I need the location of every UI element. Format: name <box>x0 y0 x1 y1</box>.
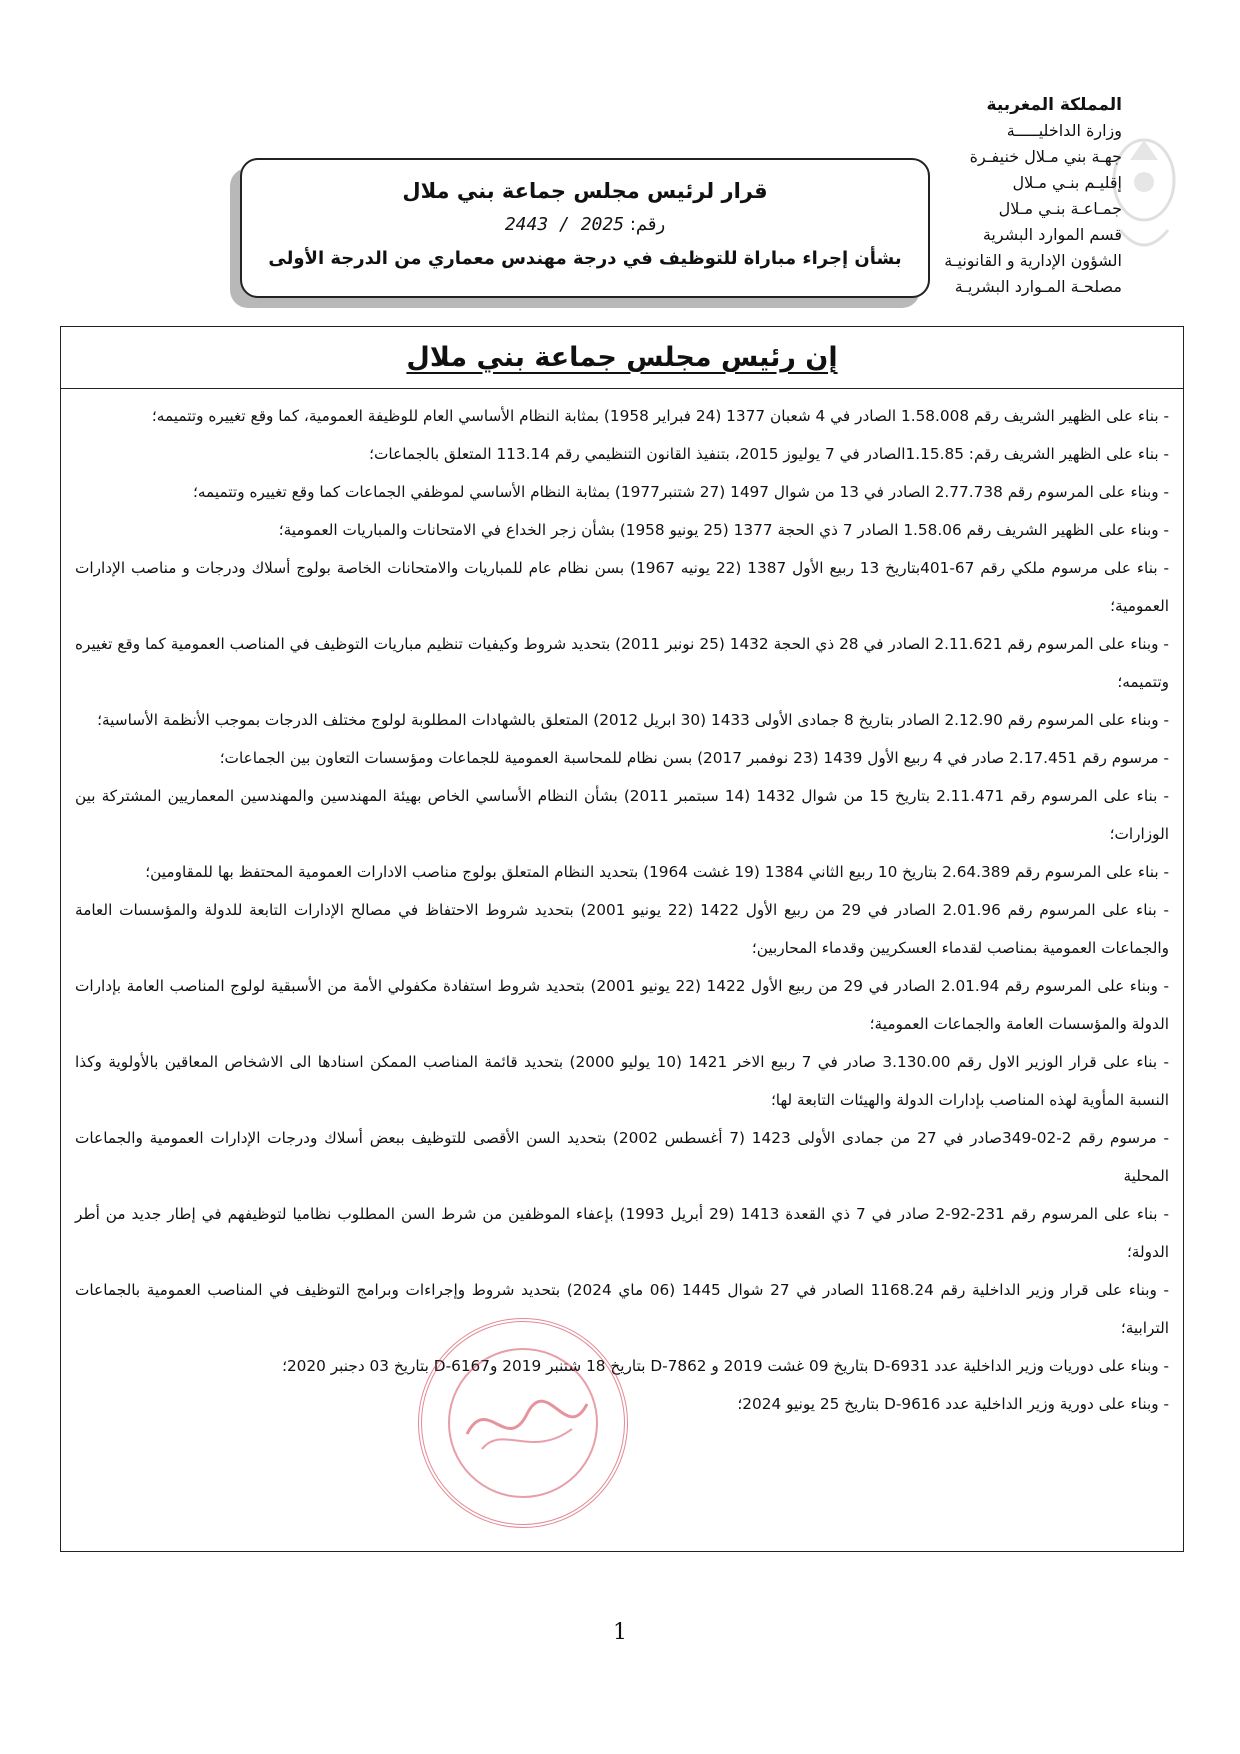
decision-number-value: 2025 / 2443 <box>504 214 625 235</box>
consideration-item: - وبناء على الظهير الشريف رقم 1.58.06 الصادر 7 ذي الحجة 1377 (25 يونيو 1958) بشأن زجر الخداع في الامتحانات والمباريات العمومية؛ <box>75 511 1169 549</box>
department-name: الشؤون الإدارية و القانونيـة <box>944 251 1122 270</box>
page-number: 1 <box>613 1620 627 1645</box>
decision-title: قرار لرئيس مجلس جماعة بني ملال <box>402 179 768 203</box>
coat-of-arms-watermark <box>1100 120 1188 270</box>
consideration-item: - بناء على المرسوم رقم 2.64.389 بتاريخ 10 ربيع الثاني 1384 (19 غشت 1964) بتحديد النظام المتعلق بولوج مناصب الادارات العمومية المحتفظ بها للمقاومين؛ <box>75 853 1169 891</box>
consideration-item: - وبناء على المرسوم رقم 2.01.94 الصادر في 29 من ربيع الأول 1422 (22 يونيو 2001) بتحديد شروط استفادة مكفولي الأمة من الأسبقية لولوج المناصب العامة بإدارات الدولة والمؤسسات العامة والجماعات العمومية؛ <box>75 967 1169 1043</box>
consideration-item: - بناء على المرسوم رقم 2.11.471 بتاريخ 15 من شوال 1432 (14 سبتمبر 2011) بشأن النظام الأساسي الخاص بهيئة المهندسين والمهندسين المعماريين المشتركة بين الوزارات؛ <box>75 777 1169 853</box>
kingdom-name: المملكة المغربية <box>986 95 1122 115</box>
province-name: إقليـم بنـي مـلال <box>1012 173 1122 192</box>
commune-name: جمـاعـة بنـي مـلال <box>998 199 1122 218</box>
decision-subject: بشأن إجراء مباراة للتوظيف في درجة مهندس معماري من الدرجة الأولى <box>268 248 902 269</box>
decision-title-box <box>240 158 930 298</box>
preamble-box <box>60 326 1184 1552</box>
consideration-item: - بناء على الظهير الشريف رقم 1.58.008 الصادر في 4 شعبان 1377 (24 فبراير 1958) بمثابة النظام الأساسي العام للوظيفة العمومية، كما وقع تغييره وتتميمه؛ <box>75 397 1169 435</box>
consideration-item: - بناء على المرسوم رقم 2.01.96 الصادر في 29 من ربيع الأول 1422 (22 يونيو 2001) بتحديد شروط الاحتفاظ في مصالح الإدارات التابعة للدولة والمؤسسات العامة والجماعات العمومية بمناصب لقدماء العسكريين وقدماء المحاربين؛ <box>75 891 1169 967</box>
consideration-item: - بناء على مرسوم ملكي رقم 67-401بتاريخ 13 ربيع الأول 1387 (22 يونيه 1967) بسن نظام عام للمباريات والامتحانات الخاصة بولوج أسلاك ودرجات و مناصب الإدارات العمومية؛ <box>75 549 1169 625</box>
service-name: مصلحـة المـوارد البشريـة <box>954 277 1122 296</box>
preamble-heading: إن رئيس مجلس جماعة بني ملال <box>406 342 838 373</box>
preamble-heading-row <box>61 327 1183 389</box>
consideration-item: - وبناء على المرسوم رقم 2.77.738 الصادر في 13 من شوال 1497 (27 شتنبر1977) بمثابة النظام الأساسي لموظفي الجماعات كما وقع تغييره وتتميمه؛ <box>75 473 1169 511</box>
consideration-item: - وبناء على دورية وزير الداخلية عدد D-9616 بتاريخ 25 يونيو 2024؛ <box>75 1385 1169 1423</box>
consideration-item: - وبناء على المرسوم رقم 2.12.90 الصادر بتاريخ 8 جمادى الأولى 1433 (30 ابريل 2012) المتعلق بالشهادات المطلوبة لولوج مختلف الدرجات بموجب الأنظمة الأساسية؛ <box>75 701 1169 739</box>
decision-number-line <box>242 208 928 242</box>
consideration-item: - وبناء على المرسوم رقم 2.11.621 الصادر في 28 ذي الحجة 1432 (25 نونبر 2011) بتحديد شروط وكيفيات تنظيم مباريات التوظيف في المناصب العمومية كما وقع تغييره وتتميمه؛ <box>75 625 1169 701</box>
ministry-name: وزارة الداخليـــــة <box>1006 121 1122 140</box>
consideration-item: - بناء على المرسوم رقم 231-92-2 صادر في 7 ذي القعدة 1413 (29 أبريل 1993) بإعفاء الموظفين من شرط السن المطلوب نظاميا لتوظيفهم في إطار جديد من أطر الدولة؛ <box>75 1195 1169 1271</box>
considerations-list <box>61 389 1183 1423</box>
consideration-item: - مرسوم رقم 2-02-349صادر في 27 من جمادى الأولى 1423 (7 أغسطس 2002) بتحديد السن الأقصى للتوظيف ببعض أسلاك ودرجات الإدارات العمومية والجماعات المحلية <box>75 1119 1169 1195</box>
consideration-item: - وبناء على قرار وزير الداخلية رقم 1168.24 الصادر في 27 شوال 1445 (06 ماي 2024) بتحديد شروط وإجراءات وبرامج التوظيف في المناصب العمومية بالجماعات الترابية؛ <box>75 1271 1169 1347</box>
consideration-item: - مرسوم رقم 2.17.451 صادر في 4 ربيع الأول 1439 (23 نوفمبر 2017) بسن نظام للمحاسبة العمومية للجماعات ومؤسسات التعاون بين الجماعات؛ <box>75 739 1169 777</box>
decision-number-label: رقم: <box>629 214 666 235</box>
consideration-item: - بناء على قرار الوزير الاول رقم 3.130.00 صادر في 7 ربيع الاخر 1421 (10 يوليو 2000) بتحديد قائمة المناصب الممكن اسنادها الى الاشخاص المعاقين بالأولوية وكذا النسبة المأوية لهذه المناصب بإدارات الدولة والهيئات التابعة لها؛ <box>75 1043 1169 1119</box>
region-name: جهـة بني مـلال خنيفـرة <box>969 147 1122 166</box>
consideration-item: - وبناء على دوريات وزير الداخلية عدد D-6931 بتاريخ 09 غشت 2019 و D-7862 بتاريخ 18 شتنبر 2019 وD-6167 بتاريخ 03 دجنبر 2020؛ <box>75 1347 1169 1385</box>
consideration-item: - بناء على الظهير الشريف رقم: 1.15.85الصادر في 7 يوليوز 2015، بتنفيذ القانون التنظيمي رقم 113.14 المتعلق بالجماعات؛ <box>75 435 1169 473</box>
division-name: قسم الموارد البشرية <box>982 225 1122 244</box>
